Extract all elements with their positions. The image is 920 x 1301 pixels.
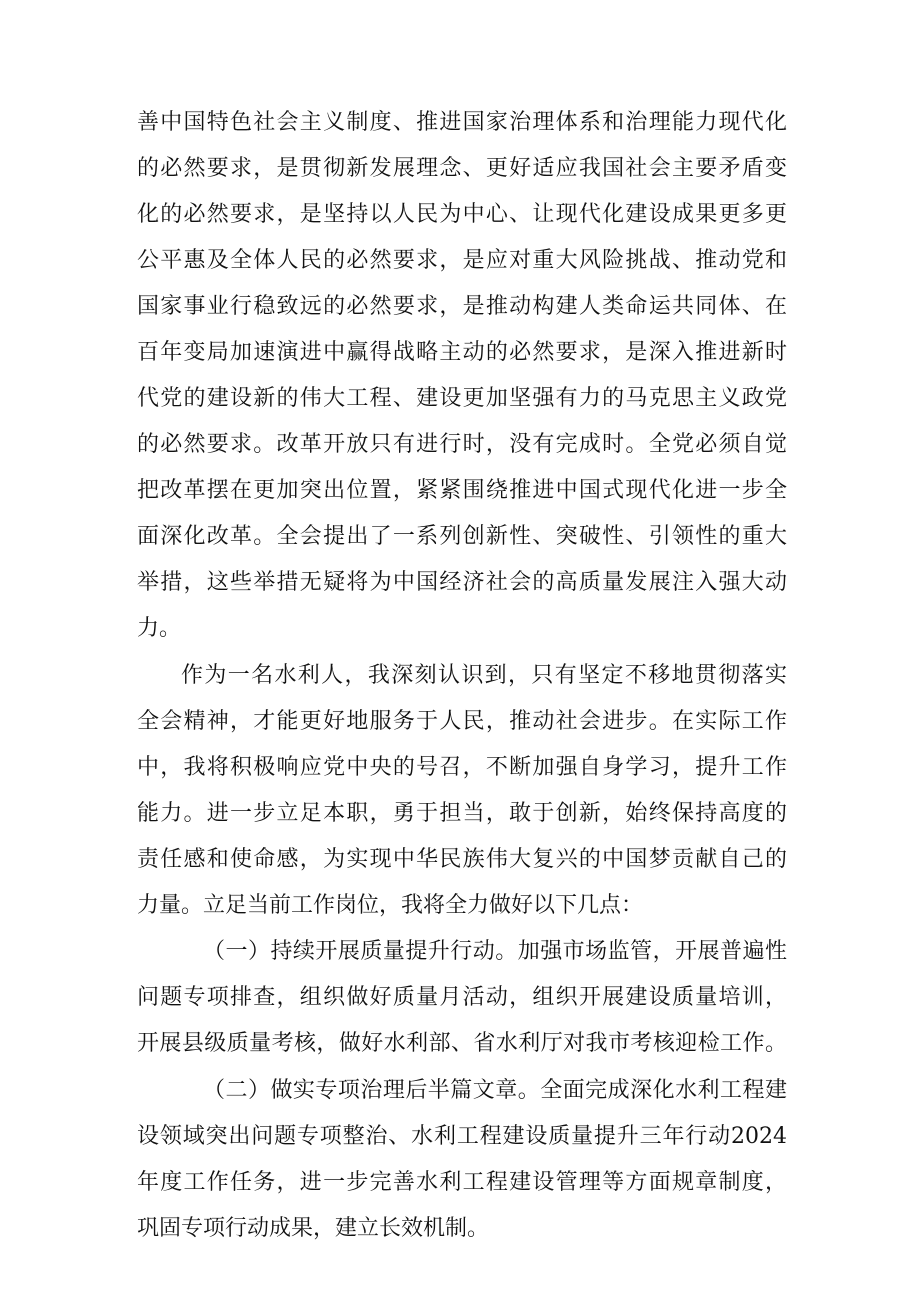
text-line: 的必然要求，是贯彻新发展理念、更好适应我国社会主要矛盾变: [137, 156, 787, 181]
text-line: 责任感和使命感，为实现中华民族伟大复兴的中国梦贡献自己的: [137, 847, 787, 872]
text-line: 中，我将积极响应党中央的号召，不断加强自身学习，提升工作: [137, 755, 787, 780]
text-line: （一）持续开展质量提升行动。加强市场监管，开展普遍性: [203, 939, 787, 964]
text-line: 的必然要求。改革开放只有进行时，没有完成时。全党必须自觉: [137, 432, 787, 457]
text-line: 力量。立足当前工作岗位，我将全力做好以下几点：: [137, 893, 644, 918]
text-line: 代党的建设新的伟大工程、建设更加坚强有力的马克思主义政党: [137, 386, 787, 411]
text-line: 国家事业行稳致远的必然要求，是推动构建人类命运共同体、在: [137, 294, 787, 319]
text-line: 能力。进一步立足本职，勇于担当，敢于创新，始终保持高度的: [137, 801, 787, 826]
text-line: 设领域突出问题专项整治、水利工程建设质量提升三年行动2024: [137, 1124, 787, 1149]
text-line: 力。: [137, 616, 182, 641]
text-line: 化的必然要求，是坚持以人民为中心、让现代化建设成果更多更: [137, 202, 787, 227]
text-line: 问题专项排查，组织做好质量月活动，组织开展建设质量培训，: [137, 985, 787, 1010]
text-line: 面深化改革。全会提出了一系列创新性、突破性、引领性的重大: [137, 524, 787, 549]
text-line: 作为一名水利人，我深刻认识到，只有坚定不移地贯彻落实: [181, 663, 787, 688]
text-line: 巩固专项行动成果，建立长效机制。: [137, 1216, 490, 1241]
text-line: 善中国特色社会主义制度、推进国家治理体系和治理能力现代化: [137, 110, 787, 135]
text-line: 年度工作任务，进一步完善水利工程建设管理等方面规章制度，: [137, 1170, 787, 1195]
text-line: 开展县级质量考核，做好水利部、省水利厅对我市考核迎检工作。: [137, 1031, 787, 1056]
text-line: 公平惠及全体人民的必然要求，是应对重大风险挑战、推动党和: [137, 248, 787, 273]
text-line: 把改革摆在更加突出位置，紧紧围绕推进中国式现代化进一步全: [137, 478, 787, 503]
text-line: 全会精神，才能更好地服务于人民，推动社会进步。在实际工作: [137, 709, 787, 734]
text-line: 举措，这些举措无疑将为中国经济社会的高质量发展注入强大动: [137, 570, 787, 595]
text-line: （二）做实专项治理后半篇文章。全面完成深化水利工程建: [203, 1078, 787, 1103]
text-line: 百年变局加速演进中赢得战略主动的必然要求，是深入推进新时: [137, 340, 787, 365]
